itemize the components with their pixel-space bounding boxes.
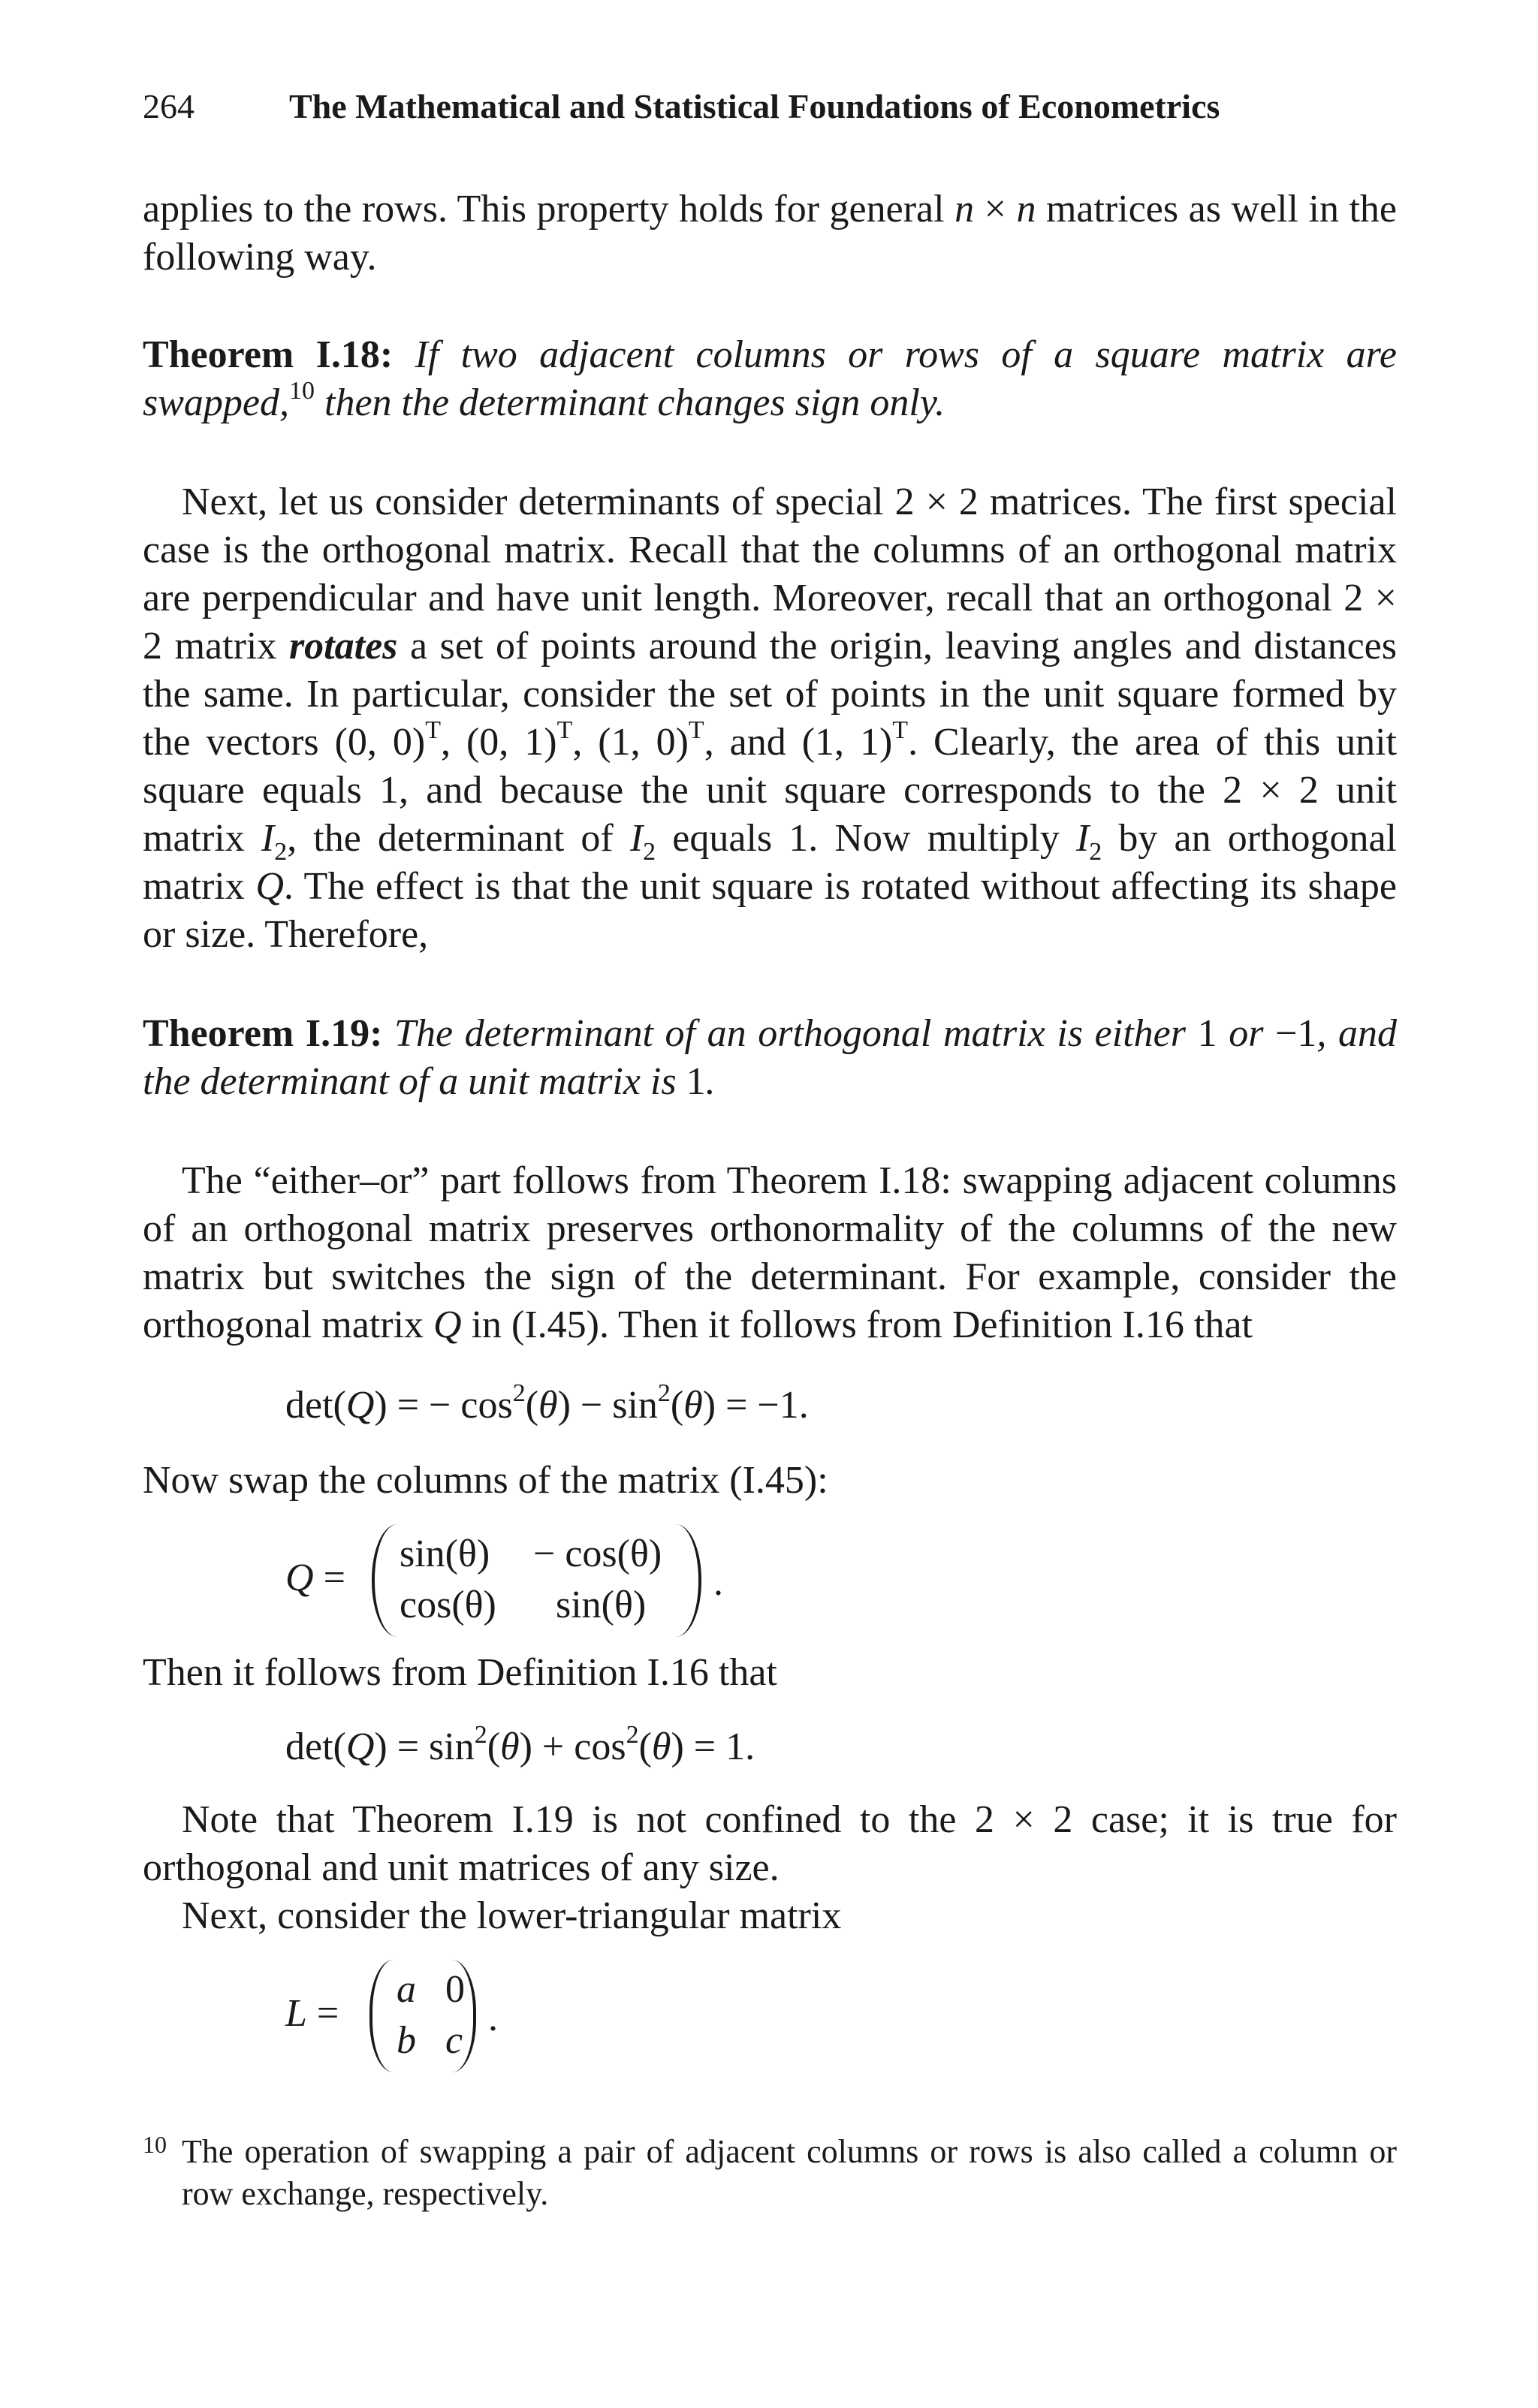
matrix-cell: cos(θ) <box>400 1584 496 1626</box>
matrix-cell: b <box>397 2019 416 2062</box>
equation-det-q-positive: $\det(Q) = \sin^2(\theta) + \cos^2(\theta) = 1$. <box>285 1721 755 1768</box>
paragraph-swap: Now swap the columns of the matrix (I.45): <box>143 1459 828 1502</box>
matrix-cell: a <box>397 1968 416 2011</box>
left-paren <box>372 1524 397 1637</box>
theorem-label: Theorem I.19: <box>143 1012 383 1055</box>
matrix-cell: c <box>445 2019 463 2062</box>
paragraph-lower-triangular: Next, consider the lower-triangular matrix <box>182 1894 842 1937</box>
footnote-mark: 10 <box>143 2131 167 2158</box>
page-number: 264 <box>143 87 195 125</box>
running-header <box>143 84 1397 129</box>
footnote-ref: 10 <box>289 377 315 405</box>
left-paren <box>369 1960 394 2072</box>
right-paren <box>676 1524 701 1637</box>
paragraph-either-or: The “either–or” part follows from Theorem I.18: swapping adjacent columns of an orthogonal matrix preserves orthonormality of the columns of the new matrix but switches the sign of the determinant. For example, consider the orthogonal matrix Q in (I.45). Then it follows from Definition I.16 that <box>143 1159 1397 1346</box>
theorem-i18: Theorem I.18: If two adjacent columns or rows of a square matrix are swapped,$^{10}$ then the determinant changes sign only. <box>143 333 1397 424</box>
matrix-q-swapped: Q = sin(θ) − cos(θ) cos(θ) sin(θ) . <box>285 1524 751 1637</box>
footnote <box>143 2131 1397 2215</box>
matrix-cell: sin(θ) <box>400 1533 490 1575</box>
matrix-period: . <box>713 1561 723 1604</box>
theorem-i19: Theorem I.19: The determinant of an orthogonal matrix is either 1 or −1, and the determinant of a unit matrix is 1. <box>143 1012 1398 1103</box>
matrix-cell: − cos(θ) <box>533 1533 662 1575</box>
matrix-variable: L <box>285 1992 307 2035</box>
matrix-cell: 0 <box>445 1968 465 2011</box>
matrix-cell: sin(θ) <box>556 1584 647 1626</box>
paragraph-intro: applies to the rows. This property holds for general n × n matrices as well in the following way. <box>143 188 1398 279</box>
right-paren <box>452 1960 476 2072</box>
matrix-l: L = a 0 b c . <box>285 1960 526 2072</box>
footnote-text: The operation of swapping a pair of adjacent columns or rows is also called a column or row exchange, respectively. <box>182 2133 1397 2212</box>
running-title: The Mathematical and Statistical Foundations of Econometrics <box>289 87 1220 125</box>
equation-det-q-negative: det(Q) = − $\cos^2(\theta) - \sin^2(\theta) = -1$. <box>285 1379 809 1427</box>
paragraph-orthogonal: Next, let us consider determinants of special 2 × 2 matrices. The first special case is the orthogonal matrix. Recall that the columns of an orthogonal matrix are perpendicular and have unit length. Moreover, recall that an orthogonal 2 × 2 matrix rotates a set of points around the origin, leaving angles and distances the same. In particular, consider the set of points in the unit square formed by the vectors (0, 0)$^T$, (0, 1)$^T$, (1, 0)$^T$, and (1, 1)$^T$. Clearly, the area of this unit square equals 1, and because the unit square corresponds to the 2 × 2 unit matrix $I_2$, the determinant of $I_2$ equals 1. Now multiply $I_2$ by an orthogonal matrix Q. The effect is that the unit square is rotated without affecting its shape or size. Therefore, <box>143 481 1397 956</box>
matrix-variable: Q <box>285 1557 314 1599</box>
paragraph-note: Note that Theorem I.19 is not confined to the 2 × 2 case; it is true for orthogonal and unit matrices of any size. <box>143 1798 1397 1889</box>
theorem-label: Theorem I.18: <box>143 333 394 376</box>
paragraph-then: Then it follows from Definition I.16 that <box>143 1651 777 1694</box>
emphasis-rotates: rotates <box>288 625 398 668</box>
matrix-period: . <box>488 1997 498 2039</box>
